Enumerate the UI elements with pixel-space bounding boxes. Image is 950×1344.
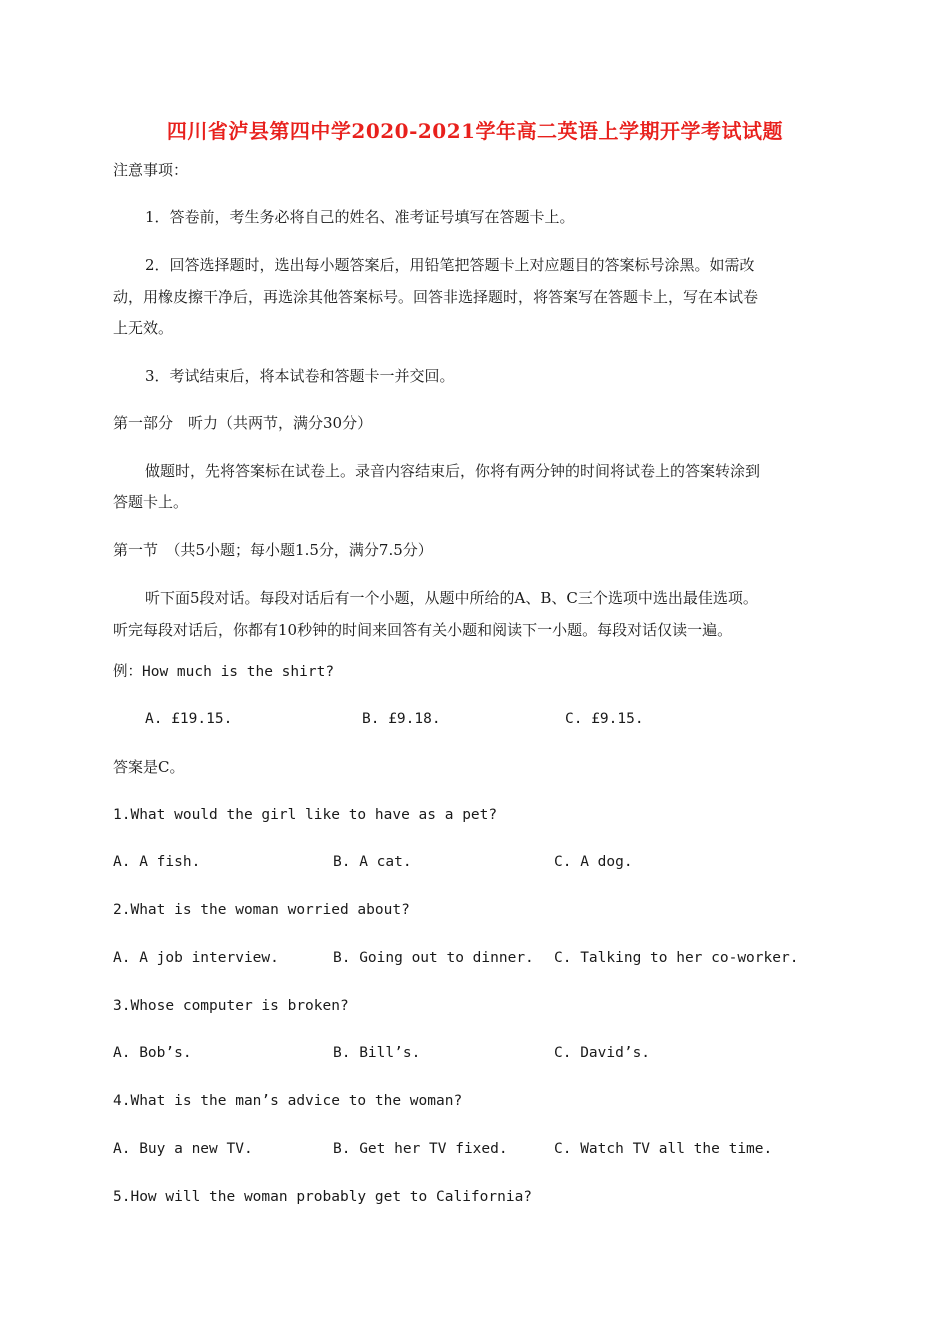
question-3: 3.Whose computer is broken? xyxy=(113,998,349,1014)
question-1-option-a: A. A fish. xyxy=(113,854,201,870)
question-3-option-c: C. David’s. xyxy=(554,1045,651,1061)
notice-item-continued: 动，用橡皮擦干净后，再选涂其他答案标号。回答非选择题时，将答案写在答题卡上，写在本试卷 xyxy=(113,288,759,306)
part1-heading: 第一部分 听力（共两节，满分30分） xyxy=(113,414,373,432)
question-1: 1.What would the girl like to have as a pet? xyxy=(113,807,498,823)
notice-item: 3．考试结束后，将本试卷和答题卡一并交回。 xyxy=(145,367,455,385)
question-3-option-a: A. Bob’s. xyxy=(113,1045,192,1061)
notice-heading: 注意事项： xyxy=(113,161,189,179)
example-option-c: C. £9.15. xyxy=(565,711,644,727)
question-2-option-c: C. Talking to her co-worker. xyxy=(554,950,799,966)
notice-item: 1．答卷前，考生务必将自己的姓名、准考证号填写在答题卡上。 xyxy=(145,208,575,226)
question-1-option-b: B. A cat. xyxy=(333,854,412,870)
question-4: 4.What is the man’s advice to the woman? xyxy=(113,1093,463,1109)
question-2: 2.What is the woman worried about? xyxy=(113,902,410,918)
part1-instruction: 做题时，先将答案标在试卷上。录音内容结束后，你将有两分钟的时间将试卷上的答案转涂到 xyxy=(145,462,761,480)
question-1-option-c: C. A dog. xyxy=(554,854,633,870)
page-title: 四川省泸县第四中学2020-2021学年高二英语上学期开学考试试题 xyxy=(166,119,784,143)
notice-item-continued: 上无效。 xyxy=(113,319,174,337)
example-option-a: A. £19.15. xyxy=(145,711,233,727)
question-4-option-a: A. Buy a new TV. xyxy=(113,1141,253,1157)
section1-instruction: 听下面5段对话。每段对话后有一个小题，从题中所给的A、B、C三个选项中选出最佳选项。 xyxy=(145,589,758,607)
example-question: 例：How much is the shirt? xyxy=(113,664,335,680)
question-4-option-b: B. Get her TV fixed. xyxy=(333,1141,508,1157)
example-option-b: B. £9.18. xyxy=(362,711,441,727)
example-answer: 答案是C。 xyxy=(113,758,185,776)
question-2-option-a: A. A job interview. xyxy=(113,950,279,966)
section1-heading: 第一节 （共5小题；每小题1.5分，满分7.5分） xyxy=(113,541,433,559)
section1-instruction-continued: 听完每段对话后，你都有10秒钟的时间来回答有关小题和阅读下一小题。每段对话仅读一遍。 xyxy=(113,621,733,639)
notice-item: 2．回答选择题时，选出每小题答案后，用铅笔把答题卡上对应题目的答案标号涂黑。如需改 xyxy=(145,256,755,274)
question-4-option-c: C. Watch TV all the time. xyxy=(554,1141,773,1157)
question-5: 5.How will the woman probably get to California? xyxy=(113,1189,533,1205)
part1-instruction-continued: 答题卡上。 xyxy=(113,493,189,511)
question-3-option-b: B. Bill’s. xyxy=(333,1045,421,1061)
question-2-option-b: B. Going out to dinner. xyxy=(333,950,534,966)
